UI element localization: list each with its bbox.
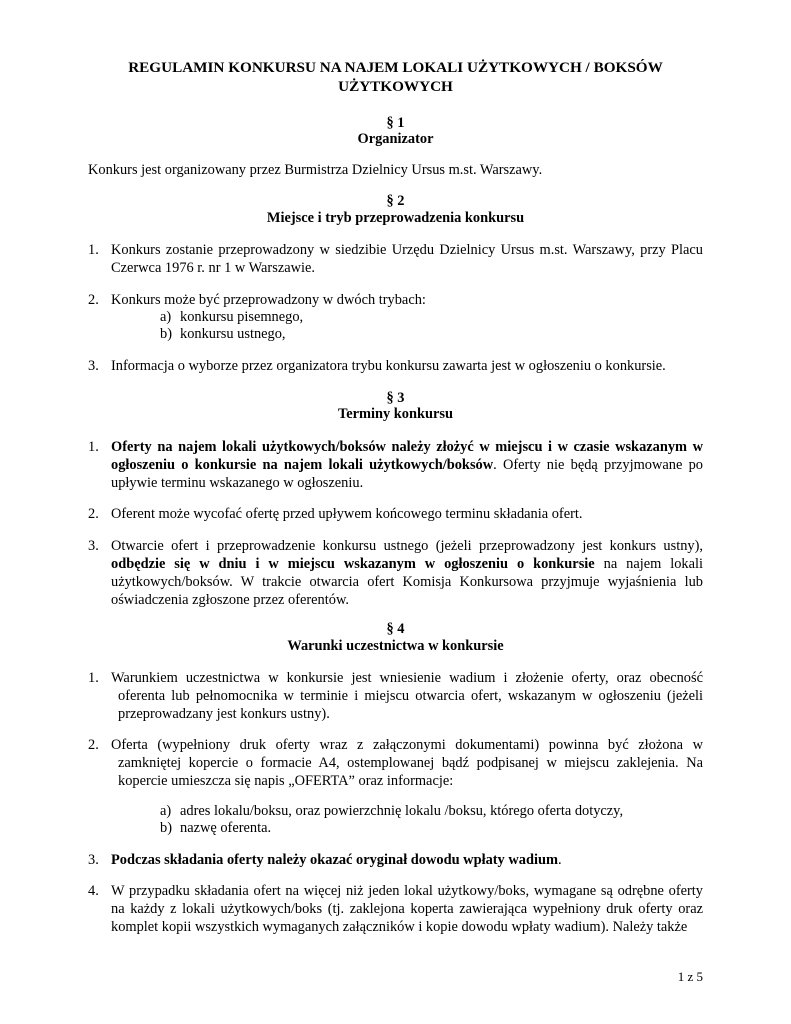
section-4-item-3 [88,851,703,869]
section-3-item-3 [88,537,703,609]
section-2-item-2 [88,291,703,309]
section-4-item-4 [88,882,703,936]
item-number: 2. [88,292,99,308]
section-4-item-2 [88,736,703,790]
section-4-item-1 [88,669,703,723]
item-text [111,851,703,869]
section-2-item-3 [88,357,703,375]
item-text [111,537,703,609]
page-number: 1 z 5 [677,969,703,984]
section-3-item-2 [88,505,703,523]
item-bold-text: Podczas składania oferty należy okazać oryginał dowodu wpłaty wadium [111,852,558,868]
item-number: 4. [88,883,99,899]
item-number: 1. [88,242,99,258]
item-number: 1. [88,439,99,455]
document-title: REGULAMIN KONKURSU NA NAJEM LOKALI UŻYTKOWYCH / BOKSÓW UŻYTKOWYCH [128,59,663,95]
section-4-heading: Warunki uczestnictwa w konkursie [287,638,504,654]
item-text: W przypadku składania ofert na więcej niż jeden lokal użytkowy/boks, wymagane są odrębne oferty na każdy z lokali użytkowych/boks (tj. zaklejona koperta zawierająca wypełniony druk oferty oraz komplet kopii wszystkich wymaganych załączników i kopie dowodu wpłaty wadium). Należy także [111,883,703,935]
item-bold-text: Oferty na najem lokali użytkowych/boksów należy złożyć w miejscu i w czasie wskazanym w ogłoszeniu o konkursie na najem lokali użytkowych/boksów [111,439,703,473]
section-4-subitem-b [160,819,700,837]
subitem-letter: a) [160,309,172,325]
section-2-subitem-b [160,325,700,343]
section-2-heading: Miejsce i tryb przeprowadzenia konkursu [266,210,525,226]
section-1-heading: Organizator [357,131,434,147]
item-number: 3. [88,538,99,554]
section-3-number: § 3 [386,390,405,406]
item-text: Konkurs zostanie przeprowadzony w siedzibie Urzędu Dzielnicy Ursus m.st. Warszawy, przy Placu Czerwca 1976 r. nr 1 w Warszawie. [111,242,703,276]
item-text: Oferent może wycofać ofertę przed upływem końcowego terminu składania ofert. [111,506,583,522]
item-text: Informacja o wyborze przez organizatora trybu konkursu zawarta jest w ogłoszeniu o konkursie. [111,358,666,374]
section-4-number: § 4 [386,621,405,637]
item-number: 1. [88,670,99,686]
subitem-text: adres lokalu/boksu, oraz powierzchnię lokalu /boksu, którego oferta dotyczy, [180,803,624,819]
subitem-letter: b) [160,820,172,836]
item-text: Warunkiem uczestnictwa w konkursie jest wniesienie wadium i złożenie oferty, oraz obecność oferenta lub pełnomocnika w terminie i miejscu otwarcia ofert, wskazanym w ogłoszeniu (jeżeli przeprowadzany jest konkurs ustny). [111,670,703,722]
item-bold-text: odbędzie się w dniu i w miejscu wskazanym w ogłoszeniu o konkursie [111,556,595,572]
item-rest-text: . Oferty nie będą przyjmowane po upływie terminu wskazanego w ogłoszeniu. [111,457,703,491]
section-2-number: § 2 [386,193,405,209]
item-text: Oferta (wypełniony druk oferty wraz z załączonymi dokumentami) powinna być złożona w zamkniętej kopercie o formacie A4, ostemplowanej bądź podpisanej w miejscu zaklejenia. Na kopercie umieszcza się napis „OFERTA” oraz informacje: [111,737,703,789]
item-rest-text: . [557,852,562,868]
section-2-subitem-a [160,308,700,326]
item-text-start: Otwarcie ofert i przeprowadzenie konkursu ustnego (jeżeli przeprowadzony jest konkurs ustny), [111,538,703,554]
section-1-number: § 1 [386,115,405,131]
item-text [111,438,703,492]
item-number: 2. [88,506,99,522]
section-2-item-1 [88,241,703,277]
subitem-letter: a) [160,803,172,819]
section-1-text: Konkurs jest organizowany przez Burmistrza Dzielnicy Ursus m.st. Warszawy. [88,162,543,178]
subitem-text: nazwę oferenta. [180,820,272,836]
item-number: 3. [88,358,99,374]
item-number: 3. [88,852,99,868]
item-text: Konkurs może być przeprowadzony w dwóch trybach: [111,292,426,308]
subitem-letter: b) [160,326,172,342]
section-4-subitem-a [160,802,700,820]
subitem-text: konkursu ustnego, [180,326,286,342]
item-number: 2. [88,737,99,753]
section-3-heading: Terminy konkursu [337,406,454,422]
section-3-item-1 [88,438,703,492]
subitem-text: konkursu pisemnego, [180,309,304,325]
item-text-end: na najem lokali użytkowych/boksów. W trakcie otwarcia ofert Komisja Konkursowa przyjmuje wyjaśnienia lub oświadczenia zgłoszone przez oferentów. [111,556,704,608]
